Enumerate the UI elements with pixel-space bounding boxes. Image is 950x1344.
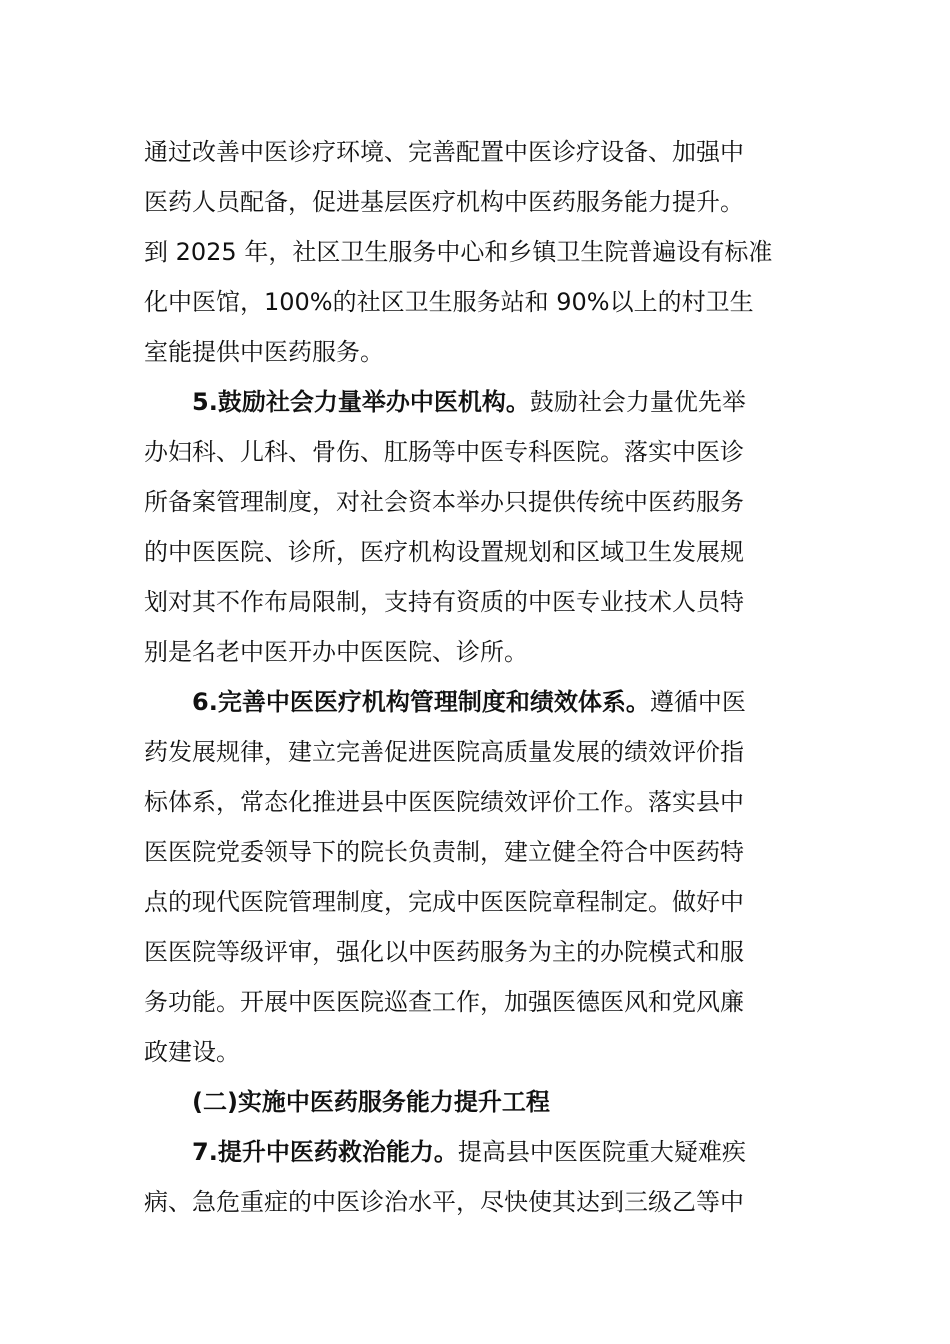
item-7-heading: 7.提升中医药救治能力。	[192, 1138, 458, 1166]
paragraph-line: 病、急危重症的中医诊治水平，尽快使其达到三级乙等中	[144, 1188, 744, 1216]
paragraph-line: 医医院等级评审，强化以中医药服务为主的办院模式和服	[144, 938, 744, 966]
paragraph-line: 医医院党委领导下的院长负责制，建立健全符合中医药特	[144, 838, 744, 866]
paragraph-line: 的中医医院、诊所，医疗机构设置规划和区域卫生发展规	[144, 538, 744, 566]
paragraph-line: 室能提供中医药服务。	[144, 338, 384, 366]
item-7-first-line	[192, 1132, 824, 1172]
item-5-first-line	[192, 382, 824, 422]
paragraph-line: 政建设。	[144, 1038, 240, 1066]
paragraph-line: 药发展规律，建立完善促进医院高质量发展的绩效评价指	[144, 738, 744, 766]
item-5-first-line-text: 鼓励社会力量优先举	[529, 388, 746, 416]
item-7-first-line-text: 提高县中医医院重大疑难疾	[457, 1138, 746, 1166]
item-5-heading: 5.鼓励社会力量举办中医机构。	[192, 388, 530, 416]
paragraph-line: 通过改善中医诊疗环境、完善配置中医诊疗设备、加强中	[144, 138, 744, 166]
paragraph-line: 医药人员配备，促进基层医疗机构中医药服务能力提升。	[144, 188, 744, 216]
paragraph-line: 点的现代医院管理制度，完成中医医院章程制定。做好中	[144, 888, 744, 916]
paragraph-line: 化中医馆，100%的社区卫生服务站和 90%以上的村卫生	[144, 288, 754, 316]
item-6-first-line	[192, 682, 824, 722]
paragraph-line: 到 2025 年，社区卫生服务中心和乡镇卫生院普遍设有标准	[144, 238, 773, 266]
paragraph-line: 办妇科、儿科、骨伤、肛肠等中医专科医院。落实中医诊	[144, 438, 744, 466]
section-heading: (二)实施中医药服务能力提升工程	[192, 1088, 550, 1116]
paragraph-line: 标体系，常态化推进县中医医院绩效评价工作。落实县中	[144, 788, 744, 816]
paragraph-line: 划对其不作布局限制，支持有资质的中医专业技术人员特	[144, 588, 744, 616]
paragraph-line: 别是名老中医开办中医医院、诊所。	[144, 638, 528, 666]
paragraph-line: 务功能。开展中医医院巡查工作，加强医德医风和党风廉	[144, 988, 744, 1016]
item-6-heading: 6.完善中医医疗机构管理制度和绩效体系。	[192, 688, 650, 716]
item-6-first-line-text: 遵循中医	[649, 688, 746, 716]
paragraph-line: 所备案管理制度，对社会资本举办只提供传统中医药服务	[144, 488, 744, 516]
